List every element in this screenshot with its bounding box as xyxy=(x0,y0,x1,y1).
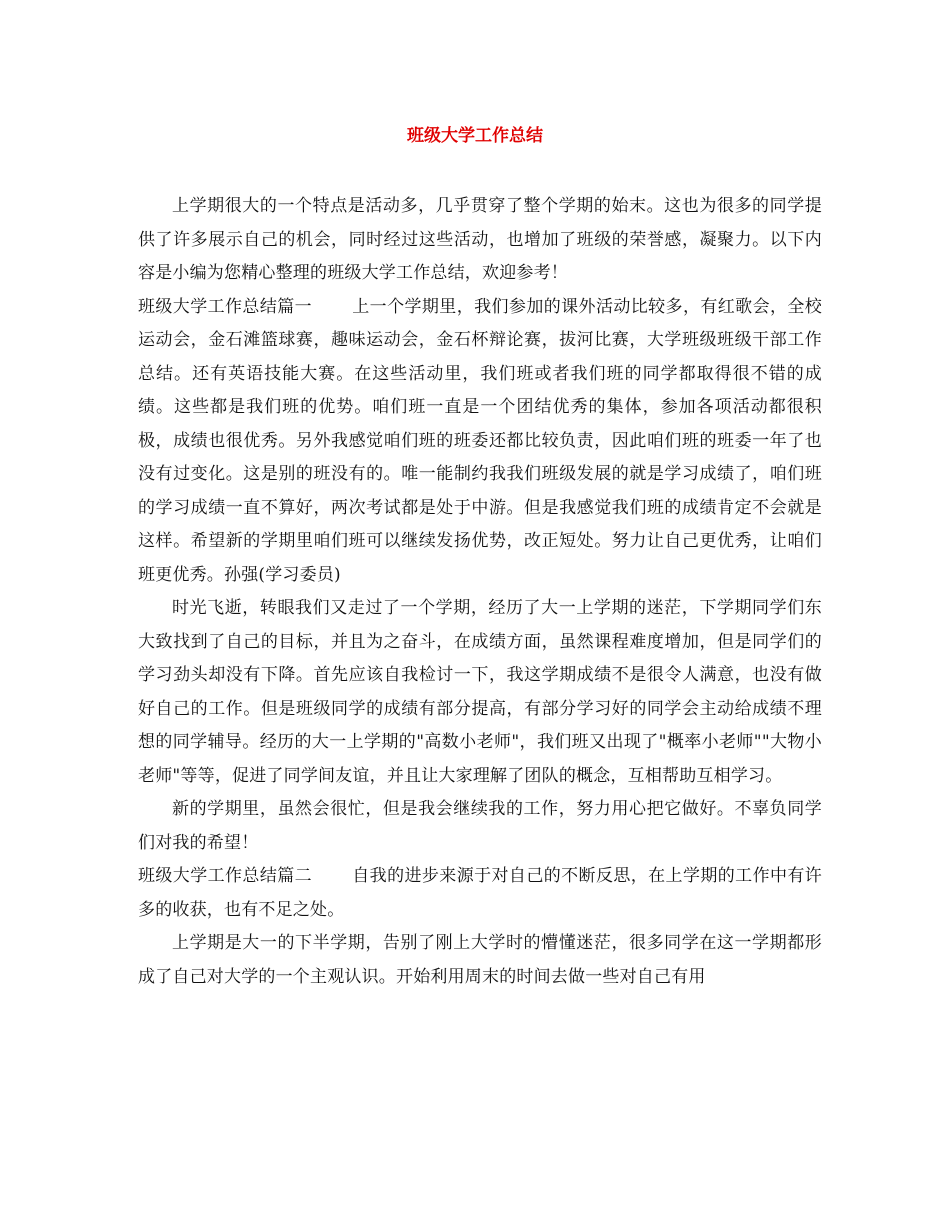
document-title: 班级大学工作总结 xyxy=(407,126,543,146)
section-heading-two: 班级大学工作总结篇二 xyxy=(138,866,313,886)
section-heading-one: 班级大学工作总结篇一 xyxy=(138,296,313,317)
document-body xyxy=(138,190,822,994)
paragraph-intro: 上学期很大的一个特点是活动多，几乎贯穿了整个学期的始末。这也为很多的同学提供了许多展示自己的机会，同时经过这些活动，也增加了班级的荣誉感，凝聚力。以下内容是小编为您精心整理的班级大学工作总结，欢迎参考！ xyxy=(138,196,822,283)
paragraph-reflection: 时光飞逝，转眼我们又走过了一个学期，经历了大一上学期的迷茫，下学期同学们东大致找到了自己的目标，并且为之奋斗，在成绩方面，虽然课程难度增加，但是同学们的学习劲头却没有下降。首先应该自我检讨一下，我这学期成绩不是很令人满意，也没有做好自己的工作。但是班级同学的成绩有部分提高，有部分学习好的同学会主动给成绩不理想的同学辅导。经历的大一上学期的"高数小老师"，我们班又出现了"概率小老师""大物小老师"等等，促进了同学间友谊，并且让大家理解了团队的概念，互相帮助互相学习。 xyxy=(138,598,822,786)
paragraph-new-term: 新的学期里，虽然会很忙，但是我会继续我的工作，努力用心把它做好。不辜负同学们对我的希望！ xyxy=(138,799,822,853)
paragraph-section-one xyxy=(138,291,822,593)
paragraph-last-term: 上学期是大一的下半学期，告别了刚上大学时的懵懂迷茫，很多同学在这一学期都形成了自己对大学的一个主观认识。开始利用周末的时间去做一些对自己有用 xyxy=(138,933,822,987)
paragraph-section-two xyxy=(138,860,822,927)
section-two-text: 自我的进步来源于对自己的不断反思，在上学期的工作中有许多的收获，也有不足之处。 xyxy=(138,866,823,920)
section-one-text: 上一个学期里，我们参加的课外活动比较多，有红歌会，全校运动会，金石滩篮球赛，趣味运动会，金石杯辩论赛，拔河比赛，大学班级班级干部工作总结。还有英语技能大赛。在这些活动里，我们班或者我们班的同学都取得很不错的成绩。这些都是我们班的优势。咱们班一直是一个团结优秀的集体，参加各项活动都很积极，成绩也很优秀。另外我感觉咱们班的班委还都比较负责，因此咱们班的班委一年了也没有过变化。这是别的班没有的。唯一能制约我我们班级发展的就是学习成绩了，咱们班的学习成绩一直不算好，两次考试都是处于中游。但是我感觉我们班的成绩肯定不会就是这样。希望新的学期里咱们班可以继续发扬优势，改正短处。努力让自己更优秀，让咱们班更优秀。孙强(学习委员) xyxy=(138,296,823,585)
